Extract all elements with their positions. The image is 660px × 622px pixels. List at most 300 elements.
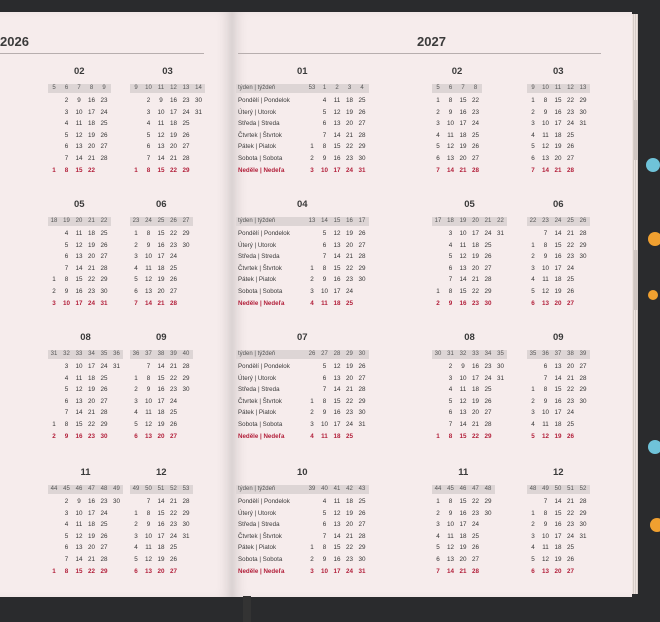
weekday-label: Sobota | Sobota xyxy=(238,155,283,162)
day-number: 6 xyxy=(64,143,69,151)
day-number: 3 xyxy=(531,120,535,128)
week-label: týden | týždeň xyxy=(238,85,276,91)
day-number: 23 xyxy=(345,556,353,563)
day-number: 17 xyxy=(333,288,341,295)
day-number: 2 xyxy=(436,299,440,307)
day-number: 8 xyxy=(448,498,453,505)
day-number: 2 xyxy=(531,397,535,405)
day-number: 11 xyxy=(145,264,152,272)
day-number: 14 xyxy=(75,556,83,563)
day-number: 5 xyxy=(134,276,138,284)
day-number: 26 xyxy=(182,131,190,139)
weekday-label: Sobota | Sobota xyxy=(238,288,283,295)
month-title: 09 xyxy=(155,332,167,343)
day-number: 15 xyxy=(333,544,341,552)
day-number: 8 xyxy=(146,230,151,237)
day-number: 13 xyxy=(554,363,562,370)
day-number: 11 xyxy=(145,409,152,417)
week-number-bar xyxy=(236,485,369,494)
day-number: 20 xyxy=(87,544,95,552)
weekday-label: Středa | Streda xyxy=(238,386,280,394)
day-number: 2 xyxy=(310,409,314,417)
day-number: 8 xyxy=(322,397,327,405)
day-number: 28 xyxy=(471,567,479,575)
day-number: 10 xyxy=(541,120,549,128)
week-number: 52 xyxy=(170,486,177,492)
day-number: 15 xyxy=(459,97,467,104)
month-title: 02 xyxy=(451,66,463,77)
cover-flower-orange-icon xyxy=(650,518,660,532)
day-number: 16 xyxy=(333,155,341,162)
day-number: 1 xyxy=(531,509,535,517)
day-number: 10 xyxy=(320,166,328,174)
day-number: 25 xyxy=(566,421,574,428)
day-number: 12 xyxy=(446,544,454,552)
week-number: 41 xyxy=(333,486,341,492)
day-number: 6 xyxy=(448,264,453,272)
week-number-bar xyxy=(130,485,193,494)
day-number: 22 xyxy=(87,166,95,174)
day-number: 21 xyxy=(87,556,95,563)
day-number: 30 xyxy=(182,386,190,394)
day-number: 18 xyxy=(471,386,479,394)
day-number: 9 xyxy=(448,108,453,116)
day-number: 14 xyxy=(554,374,562,382)
day-number: 15 xyxy=(75,567,83,575)
week-number: 11 xyxy=(157,85,165,91)
week-number: 44 xyxy=(50,486,58,492)
week-number: 27 xyxy=(182,218,190,224)
day-number: 21 xyxy=(554,166,562,174)
day-number: 21 xyxy=(566,230,574,237)
bookmark-ribbon[interactable] xyxy=(243,596,251,622)
day-number: 23 xyxy=(566,108,574,116)
weekday-label: Pátek | Piatok xyxy=(238,143,277,151)
day-number: 12 xyxy=(541,432,549,440)
day-number: 28 xyxy=(358,386,366,394)
day-number: 17 xyxy=(459,120,467,128)
day-number: 16 xyxy=(459,299,467,307)
week-label: týden | týždeň xyxy=(238,218,276,224)
day-number: 29 xyxy=(182,374,190,382)
day-number: 1 xyxy=(436,432,440,440)
day-number: 8 xyxy=(543,241,548,249)
week-number: 35 xyxy=(529,351,537,357)
day-number: 8 xyxy=(448,432,453,440)
day-number: 29 xyxy=(100,276,108,284)
day-number: 9 xyxy=(543,397,548,405)
day-number: 3 xyxy=(448,374,453,382)
day-number: 20 xyxy=(157,432,165,440)
day-number: 22 xyxy=(169,230,177,237)
week-number: 12 xyxy=(170,85,177,91)
day-number: 21 xyxy=(87,264,95,272)
day-number: 8 xyxy=(322,264,327,272)
day-number: 23 xyxy=(169,386,177,394)
day-number: 24 xyxy=(566,409,574,417)
day-number: 29 xyxy=(484,498,492,505)
day-number: 9 xyxy=(64,288,69,295)
day-number: 12 xyxy=(333,108,341,116)
month-title: 12 xyxy=(552,467,564,478)
week-number: 39 xyxy=(170,351,177,357)
weekday-label: Pátek | Piatok xyxy=(238,409,277,417)
day-number: 22 xyxy=(169,166,177,174)
day-number: 18 xyxy=(157,544,165,552)
day-number: 4 xyxy=(64,374,69,382)
week-number-bar xyxy=(130,350,193,359)
day-number: 11 xyxy=(542,131,549,139)
day-number: 17 xyxy=(87,509,95,517)
month-title: 10 xyxy=(296,467,308,478)
day-number: 14 xyxy=(459,421,467,428)
week-number: 48 xyxy=(529,486,537,492)
day-number: 25 xyxy=(566,131,574,139)
day-number: 20 xyxy=(345,374,353,382)
day-number: 2 xyxy=(134,386,138,394)
day-number: 17 xyxy=(333,166,341,174)
day-number: 17 xyxy=(554,409,562,417)
day-number: 7 xyxy=(64,264,69,272)
day-number: 9 xyxy=(322,276,327,284)
day-number: 26 xyxy=(169,421,177,428)
day-number: 23 xyxy=(100,97,108,104)
day-number: 17 xyxy=(157,397,165,405)
week-number-bar xyxy=(527,217,590,226)
day-number: 9 xyxy=(146,521,151,529)
day-number: 27 xyxy=(471,556,479,563)
week-number-bar xyxy=(527,84,590,93)
day-number: 11 xyxy=(75,521,83,529)
day-number: 21 xyxy=(169,155,177,162)
month-title: 03 xyxy=(162,66,173,77)
month-title: 05 xyxy=(73,199,85,210)
day-number: 19 xyxy=(471,253,479,261)
day-number: 29 xyxy=(484,432,492,440)
day-number: 21 xyxy=(459,166,467,174)
day-number: 24 xyxy=(169,532,177,540)
week-number: 7 xyxy=(461,85,465,91)
day-number: 28 xyxy=(358,532,366,540)
week-number: 36 xyxy=(132,351,140,357)
day-number: 3 xyxy=(52,299,56,307)
day-number: 25 xyxy=(471,532,479,540)
day-number: 25 xyxy=(471,131,479,139)
day-number: 19 xyxy=(87,131,95,139)
week-number: 12 xyxy=(567,85,574,91)
weekday-label: Čtvrtek | Štvrtok xyxy=(238,532,282,540)
day-number: 15 xyxy=(459,432,467,440)
day-number: 29 xyxy=(579,509,587,517)
week-number: 7 xyxy=(77,85,81,91)
day-number: 23 xyxy=(345,155,353,162)
day-number: 17 xyxy=(157,532,165,540)
day-number: 24 xyxy=(471,120,479,128)
day-number: 25 xyxy=(345,299,353,307)
day-number: 11 xyxy=(321,432,328,440)
day-number: 28 xyxy=(579,374,587,382)
weekday-label: Neděle | Nedeľa xyxy=(238,299,285,307)
day-number: 13 xyxy=(75,397,83,405)
week-number: 18 xyxy=(50,218,58,224)
day-number: 13 xyxy=(459,264,467,272)
day-number: 9 xyxy=(146,386,151,394)
week-number: 52 xyxy=(579,486,587,492)
day-number: 9 xyxy=(448,509,453,517)
day-number: 15 xyxy=(75,276,83,284)
day-number: 27 xyxy=(169,567,177,575)
day-number: 3 xyxy=(146,108,151,116)
week-label: týden | týždeň xyxy=(238,351,276,357)
day-number: 1 xyxy=(134,374,138,382)
page-tab[interactable] xyxy=(634,100,638,160)
day-number: 2 xyxy=(310,276,314,284)
day-number: 7 xyxy=(64,556,69,563)
day-number: 31 xyxy=(579,532,587,540)
week-number: 3 xyxy=(347,85,352,91)
day-number: 8 xyxy=(64,421,69,428)
day-number: 13 xyxy=(541,155,549,162)
day-number: 26 xyxy=(100,131,108,139)
day-number: 3 xyxy=(448,230,453,237)
day-number: 22 xyxy=(87,276,95,284)
day-number: 26 xyxy=(100,532,108,540)
day-number: 6 xyxy=(322,374,327,382)
day-number: 6 xyxy=(134,567,138,575)
day-number: 28 xyxy=(100,155,108,162)
day-number: 16 xyxy=(333,409,341,417)
day-number: 20 xyxy=(459,155,467,162)
day-number: 11 xyxy=(75,120,83,128)
week-number: 47 xyxy=(472,486,479,492)
day-number: 17 xyxy=(459,521,467,529)
day-number: 28 xyxy=(100,409,108,417)
day-number: 25 xyxy=(169,264,177,272)
day-number: 11 xyxy=(333,97,341,104)
day-number: 6 xyxy=(322,120,327,128)
day-number: 5 xyxy=(436,143,440,151)
day-number: 24 xyxy=(345,567,353,575)
day-number: 6 xyxy=(134,432,138,440)
day-number: 23 xyxy=(87,288,95,295)
day-number: 10 xyxy=(541,264,549,272)
day-number: 11 xyxy=(542,421,549,428)
day-number: 27 xyxy=(484,264,492,272)
day-number: 10 xyxy=(75,108,83,116)
day-number: 20 xyxy=(345,521,353,529)
day-number: 21 xyxy=(169,498,177,505)
week-number: 36 xyxy=(542,351,549,357)
day-number: 10 xyxy=(157,108,165,116)
day-number: 27 xyxy=(358,241,366,249)
day-number: 17 xyxy=(554,264,562,272)
day-number: 3 xyxy=(134,532,138,540)
week-number: 37 xyxy=(145,351,152,357)
cover-flower-orange-icon xyxy=(648,290,658,300)
day-number: 18 xyxy=(459,131,467,139)
day-number: 22 xyxy=(566,509,574,517)
month-title: 01 xyxy=(296,66,308,77)
day-number: 31 xyxy=(112,363,120,370)
day-number: 4 xyxy=(531,544,535,552)
day-number: 27 xyxy=(100,397,108,405)
day-number: 1 xyxy=(134,230,138,237)
week-number: 26 xyxy=(579,218,587,224)
day-number: 24 xyxy=(100,509,108,517)
day-number: 1 xyxy=(310,143,314,151)
day-number: 20 xyxy=(87,143,95,151)
day-number: 17 xyxy=(75,299,83,307)
day-number: 26 xyxy=(484,253,492,261)
day-number: 30 xyxy=(358,276,366,284)
day-number: 20 xyxy=(554,299,562,307)
day-number: 3 xyxy=(64,509,69,517)
day-number: 29 xyxy=(182,509,190,517)
day-number: 16 xyxy=(554,521,562,529)
day-number: 30 xyxy=(579,108,587,116)
day-number: 25 xyxy=(100,521,108,529)
day-number: 3 xyxy=(134,397,138,405)
day-number: 12 xyxy=(333,363,341,370)
day-number: 5 xyxy=(531,288,535,295)
day-number: 31 xyxy=(358,166,366,174)
day-number: 6 xyxy=(448,409,453,417)
day-number: 16 xyxy=(157,521,165,529)
day-number: 20 xyxy=(345,120,353,128)
day-number: 4 xyxy=(531,276,535,284)
week-number-bar xyxy=(48,217,111,226)
day-number: 14 xyxy=(459,276,467,284)
day-number: 22 xyxy=(87,421,95,428)
day-number: 6 xyxy=(531,299,535,307)
week-number: 23 xyxy=(132,218,140,224)
day-number: 22 xyxy=(345,397,353,405)
day-number: 11 xyxy=(157,120,165,128)
day-number: 13 xyxy=(333,241,341,249)
day-number: 23 xyxy=(566,521,574,529)
week-number: 45 xyxy=(447,486,454,492)
day-number: 9 xyxy=(461,363,465,370)
week-number: 21 xyxy=(88,218,95,224)
day-number: 16 xyxy=(554,108,562,116)
day-number: 9 xyxy=(448,299,453,307)
day-number: 26 xyxy=(358,230,366,237)
day-number: 12 xyxy=(333,230,341,237)
day-number: 11 xyxy=(447,532,454,540)
week-number-bar xyxy=(48,485,123,494)
day-number: 21 xyxy=(157,299,165,307)
day-number: 12 xyxy=(75,386,83,394)
week-number: 35 xyxy=(497,351,504,357)
day-number: 16 xyxy=(157,241,165,249)
day-number: 14 xyxy=(75,155,83,162)
day-number: 22 xyxy=(471,97,479,104)
day-number: 24 xyxy=(345,288,353,295)
day-number: 20 xyxy=(459,556,467,563)
day-number: 3 xyxy=(531,264,535,272)
day-number: 14 xyxy=(157,363,165,370)
day-number: 11 xyxy=(145,544,152,552)
page-tab[interactable] xyxy=(634,250,638,310)
week-number: 26 xyxy=(308,351,316,357)
day-number: 3 xyxy=(310,567,314,575)
day-number: 10 xyxy=(144,397,152,405)
week-number-bar xyxy=(130,217,193,226)
week-number: 16 xyxy=(346,218,353,224)
day-number: 2 xyxy=(64,498,69,505)
day-number: 18 xyxy=(345,97,353,104)
week-number: 22 xyxy=(497,218,504,224)
day-number: 24 xyxy=(169,397,177,405)
week-number: 18 xyxy=(447,218,454,224)
weekday-label: Úterý | Utorok xyxy=(238,509,277,517)
day-number: 10 xyxy=(541,409,549,417)
week-number-bar xyxy=(432,350,507,359)
week-number: 32 xyxy=(63,351,70,357)
month-title: 11 xyxy=(80,467,91,478)
day-number: 4 xyxy=(64,230,69,237)
day-number: 8 xyxy=(146,166,151,174)
day-number: 1 xyxy=(52,166,56,174)
week-number: 4 xyxy=(360,85,364,91)
day-number: 27 xyxy=(169,432,177,440)
day-number: 15 xyxy=(459,288,467,295)
day-number: 8 xyxy=(322,143,327,151)
day-number: 27 xyxy=(358,374,366,382)
day-number: 26 xyxy=(100,386,108,394)
day-number: 27 xyxy=(566,155,574,162)
day-number: 4 xyxy=(310,299,314,307)
day-number: 3 xyxy=(310,166,314,174)
day-number: 12 xyxy=(459,253,467,261)
day-number: 2 xyxy=(531,108,535,116)
week-number: 33 xyxy=(75,351,83,357)
day-number: 28 xyxy=(579,230,587,237)
day-number: 20 xyxy=(169,143,177,151)
day-number: 27 xyxy=(566,567,574,575)
day-number: 7 xyxy=(543,230,548,237)
day-number: 4 xyxy=(531,131,535,139)
left-page xyxy=(0,12,233,597)
day-number: 18 xyxy=(459,532,467,540)
day-number: 7 xyxy=(322,131,327,139)
day-number: 13 xyxy=(144,432,152,440)
week-number: 38 xyxy=(157,351,165,357)
weekday-label: Pondělí | Pondelok xyxy=(238,97,290,104)
week-number: 8 xyxy=(89,85,94,91)
week-number: 36 xyxy=(113,351,120,357)
day-number: 17 xyxy=(471,230,479,237)
week-number: 6 xyxy=(448,85,453,91)
day-number: 29 xyxy=(579,97,587,104)
right-page xyxy=(232,12,632,597)
week-number: 13 xyxy=(308,218,316,224)
month-title: 08 xyxy=(80,332,91,343)
day-number: 19 xyxy=(87,386,95,394)
day-number: 16 xyxy=(554,253,562,261)
week-number: 48 xyxy=(100,486,108,492)
day-number: 12 xyxy=(333,509,341,517)
day-number: 4 xyxy=(310,432,314,440)
day-number: 27 xyxy=(100,143,108,151)
day-number: 20 xyxy=(471,264,479,272)
week-number: 20 xyxy=(75,218,83,224)
day-number: 29 xyxy=(358,544,366,552)
day-number: 5 xyxy=(448,397,453,405)
day-number: 23 xyxy=(182,97,190,104)
day-number: 11 xyxy=(459,241,467,249)
week-number-bar xyxy=(432,485,495,494)
